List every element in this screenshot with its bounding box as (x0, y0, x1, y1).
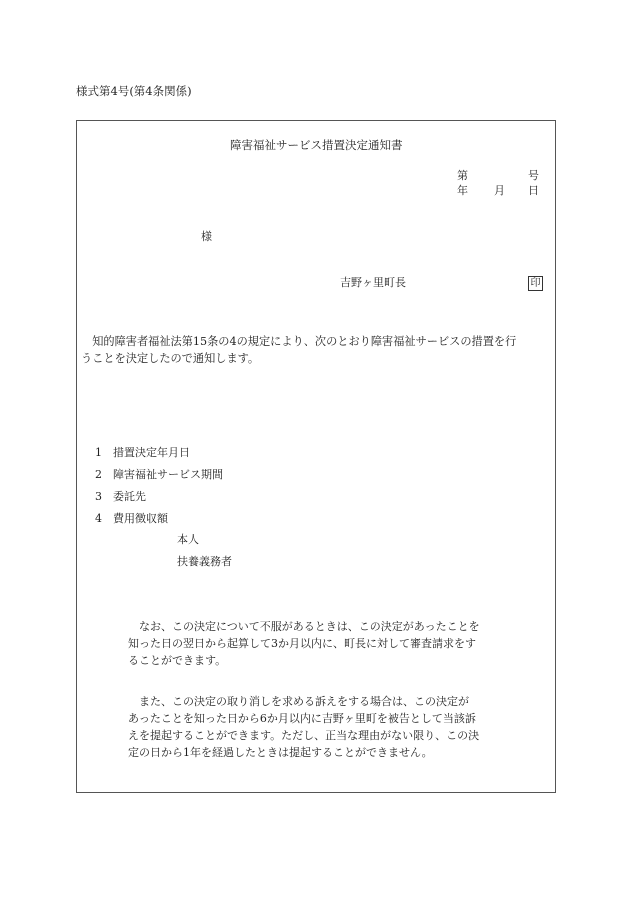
number-suffix: 号 (528, 169, 539, 182)
addressee-suffix: 様 (201, 230, 212, 243)
intro-line: うことを決定したので通知します。 (81, 352, 260, 365)
lawsuit-notice-line: 定の日から1年を経過したときは提起することができません。 (128, 746, 433, 759)
fee-sub-item-self: 本人 (177, 533, 199, 546)
item-label: 措置決定年月日 (113, 446, 190, 459)
issuer-name: 吉野ヶ里町長 (340, 276, 406, 289)
document-title: 障害福祉サービス措置決定通知書 (230, 138, 403, 152)
review-notice-line: 知った日の翌日から起算して3か月以内に、町長に対して審査請求をす (128, 637, 476, 650)
date-year: 年 (457, 184, 468, 197)
item-contractor (95, 491, 146, 502)
item-label: 障害福祉サービス期間 (113, 468, 223, 481)
item-label: 費用徴収額 (113, 512, 168, 525)
notice-document (76, 120, 556, 793)
lawsuit-notice-line: あったことを知った日から6か月以内に吉野ヶ里町を被告として当該訴 (128, 712, 476, 725)
intro-line: 知的障害者福祉法第15条の4の規定により、次のとおり障害福祉サービスの措置を行 (81, 335, 517, 348)
review-notice-line: なお、この決定について不服があるときは、この決定があったことを (128, 620, 480, 633)
item-service-period (95, 469, 223, 480)
item-number: 4 (95, 512, 102, 525)
item-number: 2 (95, 468, 102, 481)
lawsuit-notice-line: えを提起することができます。ただし、正当な理由がない限り、この決 (128, 729, 480, 742)
number-prefix: 第 (457, 169, 468, 182)
seal-mark: 印 (528, 276, 543, 291)
lawsuit-notice-line: また、この決定の取り消しを求める訴えをする場合は、この決定が (128, 695, 469, 708)
review-notice-line: ることができます。 (128, 654, 227, 667)
item-fee-collection (95, 513, 168, 524)
item-label: 委託先 (113, 490, 146, 503)
item-number: 1 (95, 446, 102, 459)
item-number: 3 (95, 490, 102, 503)
review-notice-paragraph (128, 618, 480, 669)
form-label: 様式第4号(第4条関係) (76, 84, 192, 98)
date-month: 月 (494, 184, 505, 197)
intro-paragraph (81, 333, 516, 367)
date-day: 日 (528, 184, 539, 197)
fee-sub-item-guardian: 扶養義務者 (177, 555, 232, 568)
lawsuit-notice-paragraph (128, 693, 479, 761)
item-decision-date (95, 447, 190, 458)
